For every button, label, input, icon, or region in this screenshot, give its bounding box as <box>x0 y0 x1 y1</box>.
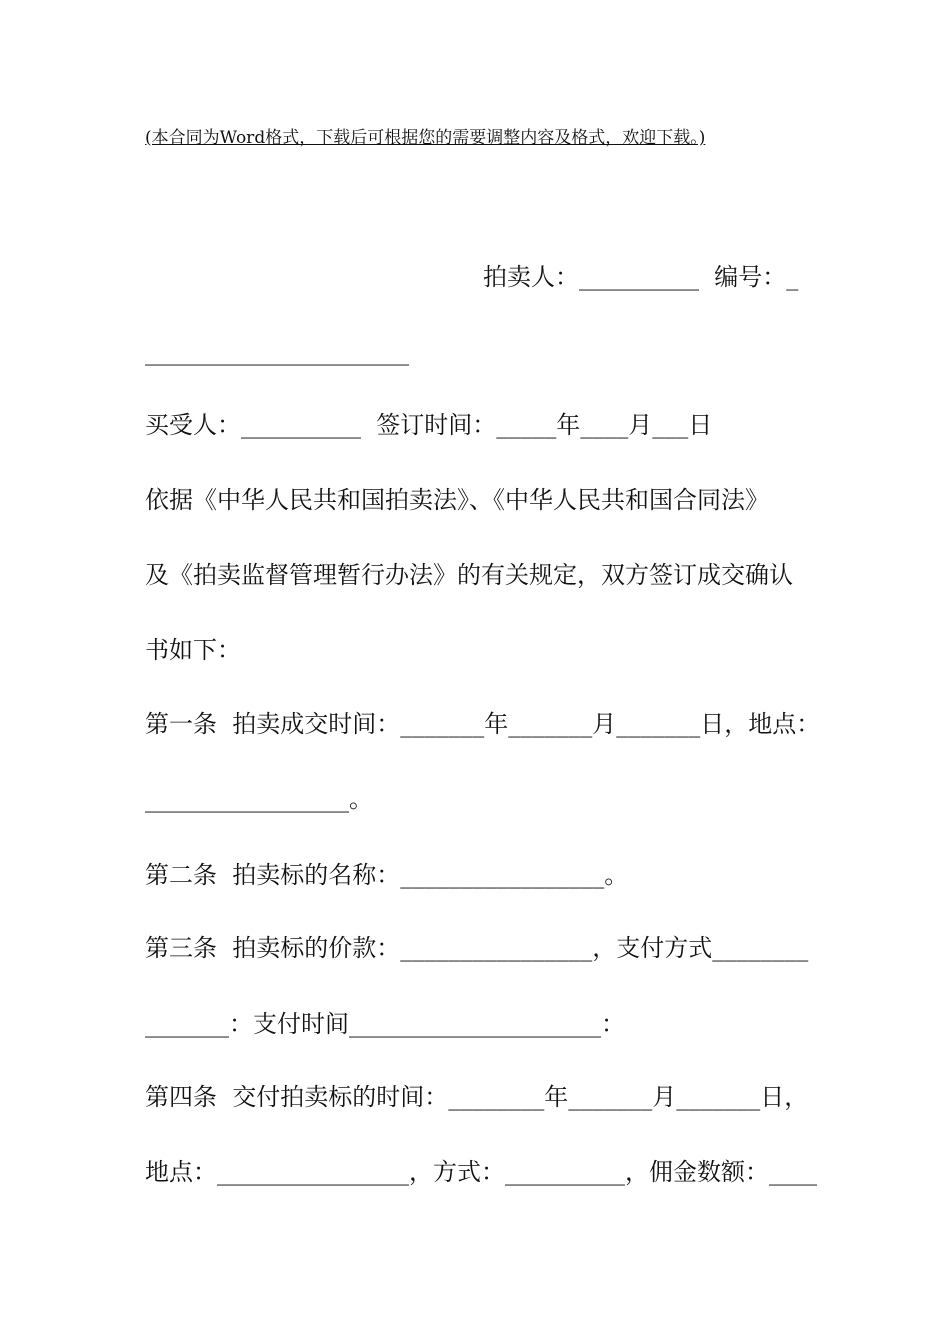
article-4-line-2: 地点：________________，方式：__________，佣金数额：____ <box>145 1158 817 1186</box>
article-3-line-2: _______：支付时间_____________________： <box>145 1010 625 1038</box>
basis-line-2: 及《拍卖监督管理暂行办法》的有关规定，双方签订成交确认 <box>145 561 793 589</box>
article-1-line-1: 第一条 拍卖成交时间：_______年_______月_______日，地点： <box>145 710 821 738</box>
basis-line-3: 书如下： <box>145 636 241 664</box>
basis-line-1: 依据《中华人民共和国拍卖法》、《中华人民共和国合同法》 <box>145 486 769 514</box>
number-continuation-line: ______________________ <box>145 338 409 366</box>
buyer-line: 买受人：__________ 签订时间：_____年____月___日 <box>145 411 713 439</box>
article-4-line-1: 第四条 交付拍卖标的时间：________年_______月_______日， <box>145 1083 809 1111</box>
article-2-line: 第二条 拍卖标的名称：_________________。 <box>145 861 629 889</box>
format-note: (本合同为Word格式，下载后可根据您的需要调整内容及格式，欢迎下载。) <box>145 128 706 148</box>
article-1-line-2: _________________。 <box>145 785 373 813</box>
auctioneer-line: 拍卖人：__________ 编号：_ <box>483 263 799 291</box>
article-3-line-1: 第三条 拍卖标的价款：________________，支付方式________ <box>145 934 809 962</box>
